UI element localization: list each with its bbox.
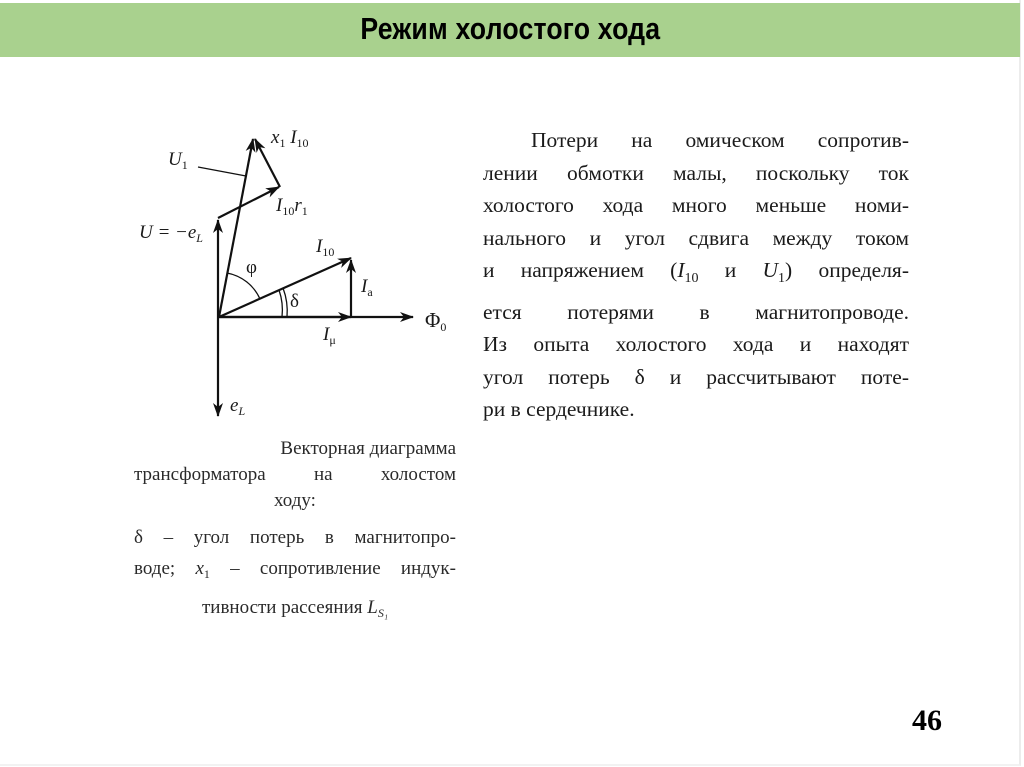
body-line-7: Из опыта холостого хода и находят (483, 332, 909, 356)
label-phi: φ (246, 257, 257, 278)
caption-description: δ – угол потерь в магнитопро- воде; $x_1$ – сопротивление индук- тивности рассеяния $L_{S_1}$ (134, 522, 456, 629)
body-line-8: угол потерь δ и рассчитывают поте- (483, 364, 909, 389)
body-line-2: лении обмотки малы, поскольку ток (483, 160, 909, 185)
body-line-3: холостого хода много меньше номи- (483, 193, 909, 217)
slide-title: Режим холостого хода (360, 11, 660, 46)
label-el: $e_L$ (230, 395, 246, 418)
label-imu: $I_\mu$ (323, 324, 336, 347)
body-line-1: Потери на омическом сопротив- (531, 128, 909, 152)
label-u-equals-minus-el: $U = -e_L$ (139, 222, 203, 245)
body-line-9: ри в сердечнике. (483, 397, 635, 421)
slide-header (0, 3, 1020, 57)
caption-title-end: ходу: (274, 490, 316, 511)
caption-desc-line3: тивности рассеяния $L_{S_1}$ (201, 597, 389, 620)
body-line-4: нального и угол сдвига между током (483, 225, 909, 250)
label-i10-r1: $I_{10}r_1$ (276, 195, 308, 218)
label-i10: $I_{10}$ (316, 236, 335, 259)
page-number: 46 (912, 704, 942, 737)
label-delta: δ (290, 291, 299, 312)
diagram-caption (134, 436, 456, 629)
vector-diagram (130, 110, 470, 430)
u1-pointer (198, 167, 246, 176)
label-u1: $U_1$ (168, 149, 188, 172)
u1-vector (219, 139, 253, 317)
body-paragraph (483, 124, 909, 426)
body-line-5: и напряжением ($I_{10}$ и $U_1$) определя- (483, 258, 909, 286)
delta-arc-inner (279, 290, 282, 317)
caption-desc-line2: воде; $x_1$ – сопротивление индук- (134, 558, 456, 581)
label-phi0: $\Phi_0$ (425, 308, 447, 334)
i10-vector (219, 258, 351, 317)
caption-title: Векторная диаграмма трансформатора на холостом (134, 438, 456, 485)
delta-arc-outer (283, 288, 287, 317)
i10r1-vector (218, 187, 279, 218)
body-line-6: ется потерями в магнитопроводе. (483, 299, 909, 324)
label-x1-i10: $x_1$ $I_{10}$ (271, 127, 309, 150)
label-ia: $I_a$ (361, 276, 373, 299)
